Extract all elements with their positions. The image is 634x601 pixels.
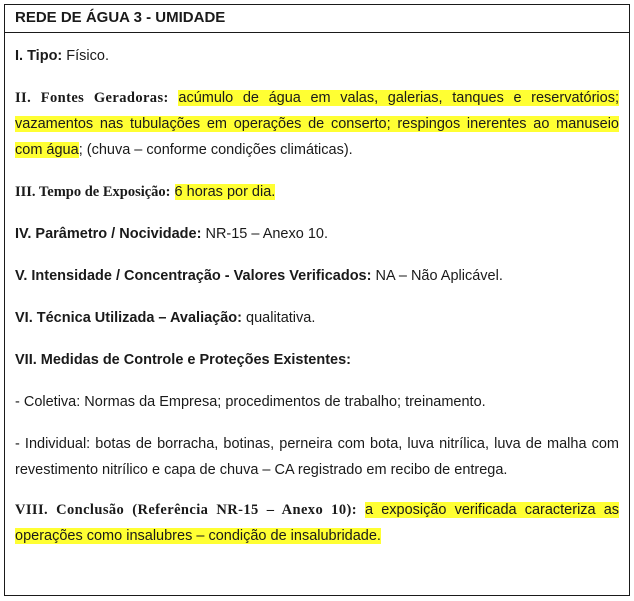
section-medidas [15,347,619,373]
intensidade-label: V. Intensidade / Concentração - Valores Verificados: [15,268,372,284]
medidas-label: VII. Medidas de Controle e Proteções Existentes: [15,352,352,368]
parametro-label: IV. Parâmetro / Nocividade: [15,226,202,242]
fontes-rest-text: ; (chuva – conforme condições climáticas). [78,142,353,158]
tipo-value: Físico. [66,48,109,64]
section-fontes-geradoras [15,85,619,163]
document-body [5,33,629,549]
section-intensidade [15,263,619,289]
section-tempo-exposicao [15,179,619,205]
document-page [4,4,630,596]
tecnica-label: VI. Técnica Utilizada – Avaliação: [15,310,242,326]
document-title: REDE DE ÁGUA 3 - UMIDADE [5,5,629,33]
tempo-label: III. Tempo de Exposição: [15,184,171,200]
tempo-value: 6 horas por dia. [174,184,276,200]
tecnica-value: qualitativa. [246,310,316,326]
intensidade-value: NA – Não Aplicável. [375,268,503,284]
medidas-individual: - Individual: botas de borracha, botinas, perneira com bota, luva nitrílica, luva de malha com revestimento nitrílico e capa de chuva – CA registrado em recibo de entrega. [15,436,619,478]
section-parametro [15,221,619,247]
conclusao-highlighted-text: a exposição verificada caracteriza as operações como insalubres – condição de insalubridade. [15,502,620,544]
section-conclusao [15,497,619,549]
parametro-value: NR-15 – Anexo 10. [205,226,328,242]
fontes-label: II. Fontes Geradoras: [15,90,169,106]
section-tipo [15,43,619,69]
fontes-highlighted-text: acúmulo de água em valas, galerias, tanques e reservatórios; vazamentos nas tubulações em operações de conserto; respingos inerentes ao manuseio com água [15,90,619,158]
section-tecnica [15,305,619,331]
tipo-label: I. Tipo: [15,48,63,64]
conclusao-label: VIII. Conclusão (Referência NR-15 – Anexo 10): [15,502,357,518]
medidas-coletiva: - Coletiva: Normas da Empresa; procedimentos de trabalho; treinamento. [15,394,486,410]
